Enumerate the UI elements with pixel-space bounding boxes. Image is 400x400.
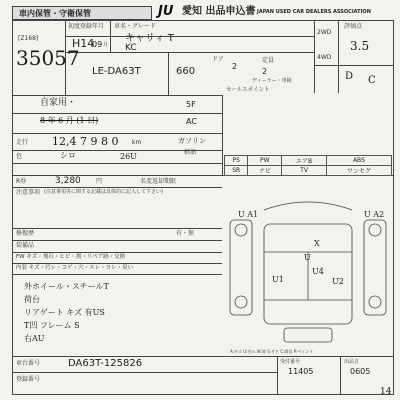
repair-value: 有・無 — [176, 230, 195, 237]
interior-condition: 内装 キズ・汚レ・コゲ・穴・スレ・ヨレ・臭い — [16, 265, 134, 271]
sheet-title: 愛知 出品申込書 — [182, 6, 256, 17]
corner-mark: 14 — [380, 387, 392, 397]
door-count: 2 — [232, 62, 238, 71]
mileage-unit: km — [132, 139, 142, 146]
note-line-3: リアゲート キズ 有US — [24, 308, 105, 317]
rating-value: 3.5 — [350, 39, 370, 53]
sales-point-label: セールスポイント — [226, 87, 270, 93]
interior-score: D — [345, 71, 354, 82]
auction-date: 0605 — [350, 367, 371, 376]
inspection-date: 8 年 6 月 (1 日) — [40, 116, 99, 125]
option-sr: SR — [225, 166, 248, 176]
diagram-legend: A:キズ U:凹み W:波 S:サビ C:腐食 P:ペイント — [230, 349, 314, 354]
fuel-sub: 軽油 — [184, 149, 197, 156]
mark-x: X — [314, 239, 320, 248]
air-conditioning: AC — [186, 117, 197, 126]
car-name: キャリィ T — [125, 33, 174, 44]
mark-ua1: U A1 — [238, 210, 259, 219]
seat-label: 定員 — [262, 57, 275, 64]
fw-condition: FW キズ・飛石・ヒビ・割・リペア跡・交換 — [16, 254, 126, 260]
date-label: 出品日 — [344, 359, 360, 365]
transmission: 5F — [186, 100, 196, 109]
exterior-score: C — [368, 75, 376, 86]
fuel-type: ガソリン — [178, 137, 206, 145]
mileage-label: 走行 — [16, 139, 29, 146]
mark-u2: U2 — [332, 277, 344, 286]
frame-label: 車台番号 — [16, 360, 41, 367]
note-text: (注意事項等に関する記載は具体的に記入して下さい) — [44, 189, 163, 195]
mark-ua2: U A2 — [364, 210, 385, 219]
option-ps: PS — [225, 156, 248, 166]
first-reg-label: 初度登録年月 — [68, 23, 105, 30]
first-reg-year: H14 — [72, 37, 95, 50]
option-tv: TV — [282, 166, 327, 176]
month-unit: 月 — [103, 42, 109, 48]
note-label: 注意事項 — [16, 189, 41, 196]
note-line-2: 荷台 — [24, 295, 40, 304]
lot-prefix: [Z168] — [18, 35, 39, 42]
car-condition-diagram — [224, 190, 392, 350]
option-navi: ナビ — [248, 166, 282, 176]
option-airbag: エアB — [282, 156, 327, 166]
frame-number: DA63T-125826 — [68, 358, 143, 369]
grade: KC — [125, 43, 137, 53]
reception-number: 11405 — [288, 367, 314, 376]
option-oneseg: ワンセグ — [326, 166, 391, 176]
mileage-value: 12,4 7 9 8 0 — [52, 135, 119, 148]
note-line-5: 右AU — [24, 334, 45, 343]
reception-label: 受付番号 — [280, 359, 301, 365]
option-pw: PW — [248, 156, 282, 166]
first-reg-month: 09 — [92, 40, 103, 49]
usage-type: 自家用・ — [40, 98, 77, 108]
r-value: 3,280 — [55, 176, 81, 186]
color-code: 26U — [120, 152, 137, 161]
reg-label: 登録番号 — [16, 376, 41, 383]
r-label: R券 — [16, 178, 27, 185]
r-unit: 円 — [96, 178, 103, 185]
storage-badge — [12, 6, 152, 20]
mark-u: U — [304, 253, 311, 262]
mark-u1: U1 — [272, 275, 284, 284]
color-value: シロ — [60, 151, 76, 160]
tax-label: 名変返却期限 — [140, 178, 177, 185]
model-code: LE-DA63T — [92, 66, 141, 77]
note-line-4: T凹 フレーム S — [24, 321, 80, 330]
displacement: 660 — [176, 66, 196, 77]
note-line-1: 外ホイール・スチールT — [24, 282, 109, 291]
drive-4wd: 4WD — [317, 54, 332, 61]
repair-label: 修復歴 — [16, 230, 35, 237]
seat-count: 2 — [262, 67, 268, 76]
lot-number: 35057 — [16, 46, 80, 70]
options-grid — [224, 155, 392, 176]
rating-label: 評価点 — [344, 23, 363, 30]
association-name: JAPAN USED CAR DEALERS ASSOCIATION — [257, 9, 371, 15]
door-label: ドア — [212, 56, 224, 63]
option-abs: ABS — [326, 156, 391, 166]
storage-badge-text: 車内保管・守衛保管 — [19, 9, 91, 18]
ju-logo: JU — [158, 4, 174, 19]
equipment-label: 装備品 — [16, 242, 35, 249]
model-label: 車名・グレード — [114, 23, 157, 30]
mark-u4: U4 — [312, 267, 324, 276]
drive-2wd: 2WD — [317, 29, 332, 36]
color-label: 色 — [16, 153, 23, 160]
dealer-label: ディーラー・車検 — [252, 78, 292, 84]
